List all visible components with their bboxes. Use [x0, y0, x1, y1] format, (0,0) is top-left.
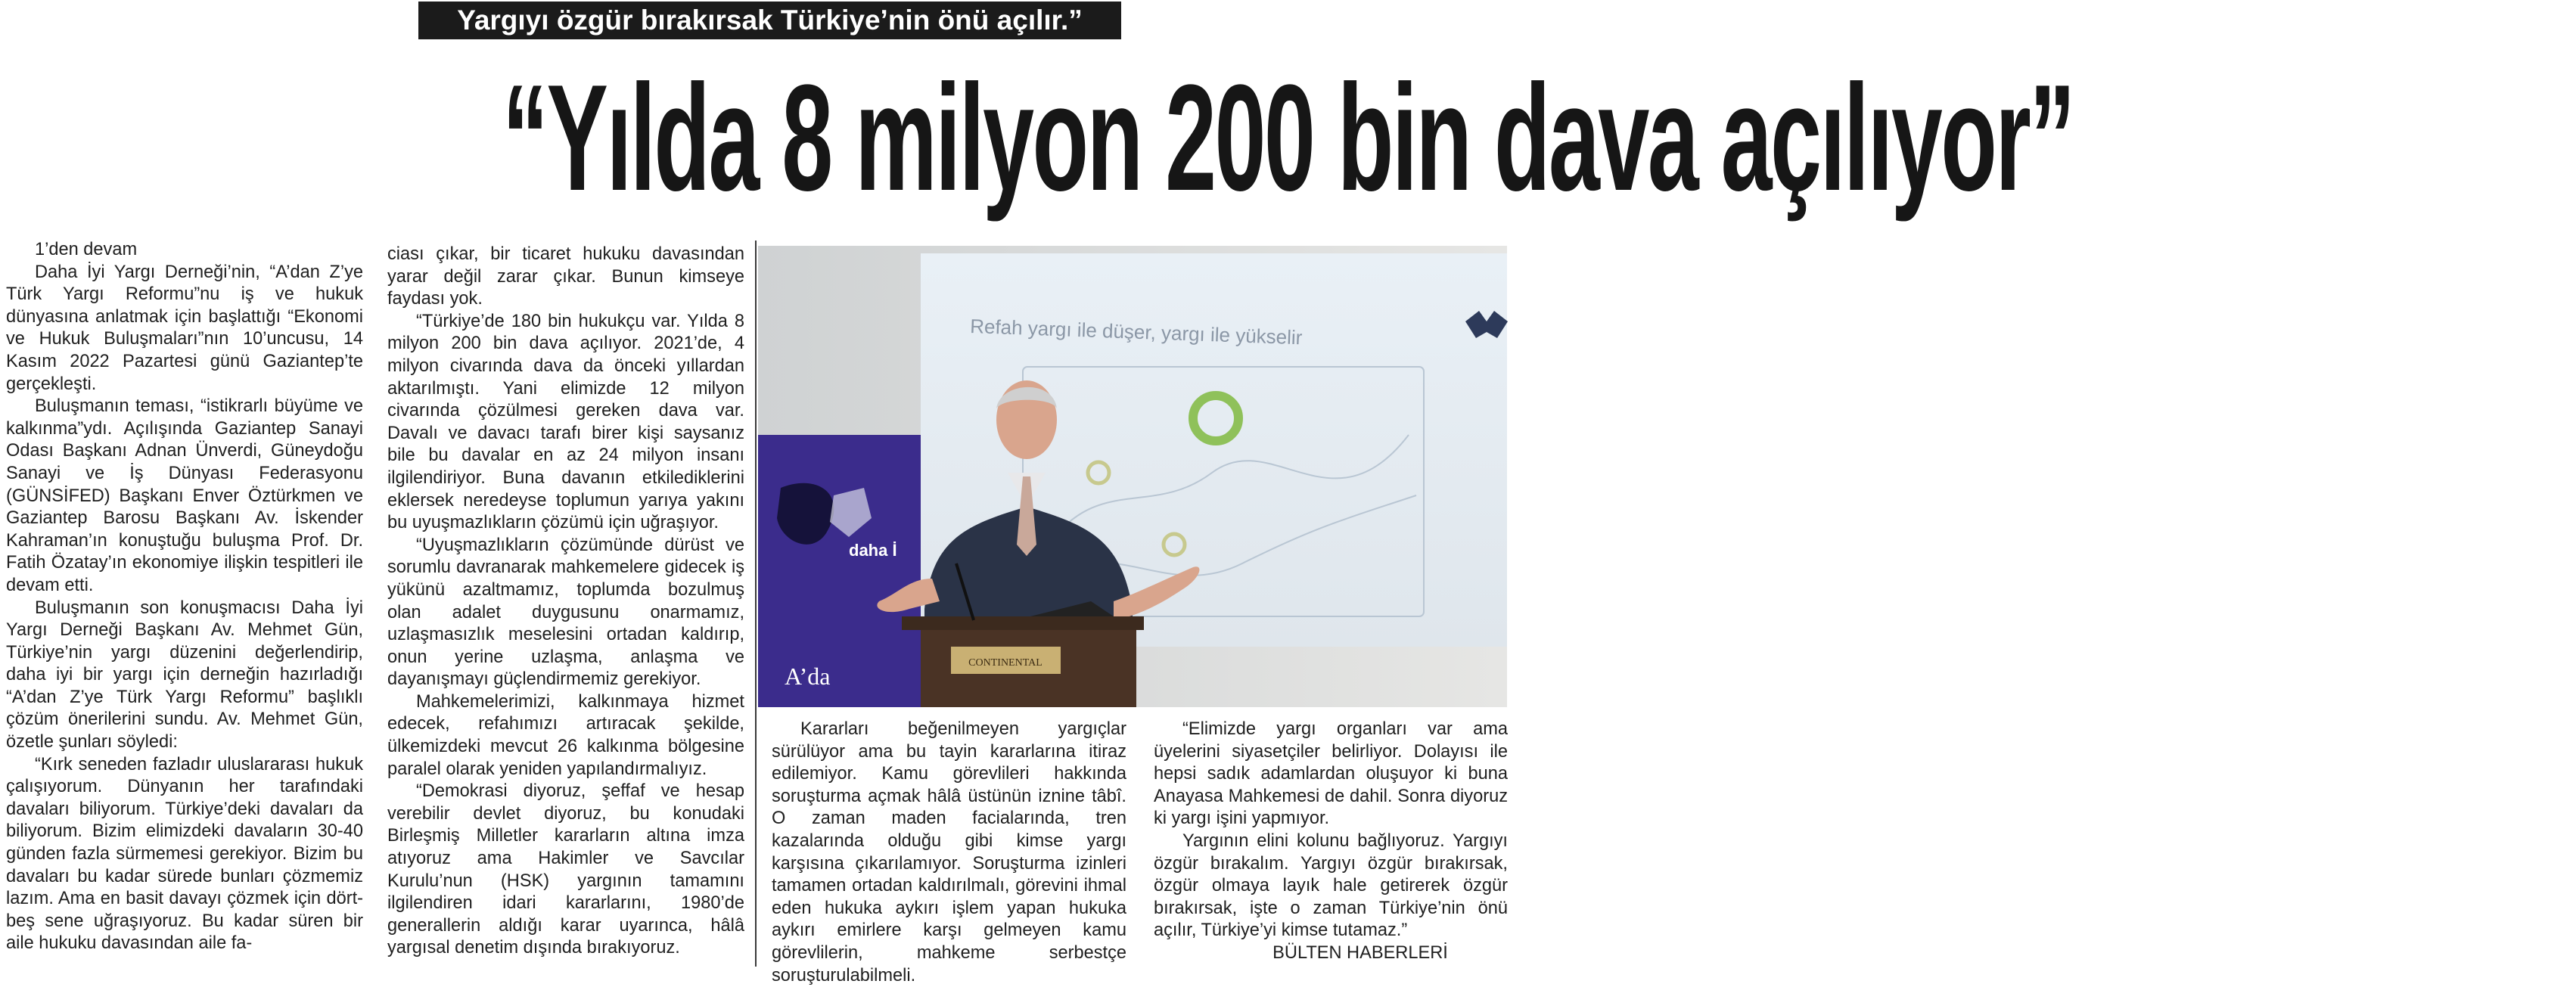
- article-column-4: [1154, 719, 1508, 965]
- speaker-photo-illustration: [758, 246, 1507, 707]
- article-column-1: [6, 239, 363, 955]
- paragraph: Mahkemelerimizi, kalkınmaya hizmet edecek, refahımızı artıracak şekilde, ülkemizdeki mevcut 26 kalkınma bölgesine paralel olarak yeniden yapılandırmalıyız.: [387, 691, 744, 779]
- article-column-2: [387, 244, 744, 960]
- paragraph: Kararları beğenilmeyen yargıçlar sürülüyor ama bu tayin kararlarına itiraz edilemiyor. Kamu görevlileri hakkında soruşturma açmak hâlâ üstünün iznine tâbî. O zaman maden facialarında, tren kazalarında olduğu gibi kimse yargı karşısına çıkarılamıyor. Soruşturma izinleri tamamen ortadan kaldırılmalı, görevini ihmal eden hukuka aykırı işlem yapan hukuka aykırı emirlere karşı gelmeyen kamu görevlilerin, mahkeme serbestçe soruşturulabilmeli.: [772, 719, 1126, 985]
- slide-title: Refah yargı ile düşer, yargı ile yükselir: [969, 315, 1303, 349]
- paragraph: “Uyuşmazlıkların çözümünde dürüst ve sorumlu davranarak mahkemelere gidecek iş yükünü azaltmamız, toplumda bozulmuş olan adalet duygusunu onarmamız, uzlaşmasızlık meselesini ortadan kaldırıp, onun yerine uzlaşma, anlaşma ve dayanışmayı güçlendirmemiz gerekiyor.: [387, 535, 744, 690]
- paragraph: Buluşmanın son konuşmacısı Daha İyi Yargı Derneği Başkanı Av. Mehmet Gün, Türkiye’nin yargı düzenini değerlendirip, daha iyi bir yargı için derneğin hazırladığı “A’dan Z’ye Türk Yargı Reformu” başlıklı çözüm önerilerini sundu. Av. Mehmet Gün, özetle şunları söyledi:: [6, 597, 363, 753]
- headline: [0, 44, 2074, 233]
- banner-text: daha İ: [849, 541, 897, 560]
- paragraph: Daha İyi Yargı Derneği’nin, “A’dan Z’ye Türk Yargı Reformu”nu iş ve hukuk dünyasına anlatmak için başlattığı “Ekonomi ve Hukuk Buluşmaları”nın 10’uncusu, 14 Kasım 2022 Pazartesi günü Gaziantep’te gerçekleşti.: [6, 262, 363, 394]
- paragraph: ciası çıkar, bir ticaret hukuku davasından yarar değil zarar çıkar. Bunun kimseye faydası yok.: [387, 244, 744, 309]
- byline: BÜLTEN HABERLERİ: [1272, 942, 1448, 963]
- podium-top: [902, 616, 1144, 630]
- paragraph: Yargının elini kolunu bağlıyoruz. Yargıyı özgür bırakalım. Yargıyı özgür bırakırsak, özgür olmaya layık hale getirerek özgür bırakırsak, işte o zaman Türkiye’nin önü açılır, Türkiye’yi kimse tutamaz.”: [1154, 830, 1508, 941]
- paragraph: “Elimizde yargı organları var ama üyelerini siyasetçiler belirliyor. Dolayısı ile hepsi sadık adamlardan oluşuyor ki buna Anayasa Mahkemesi de dahil. Sonra diyoruz ki yargı işini yapmıyor.: [1154, 719, 1508, 829]
- event-banner: [758, 435, 921, 707]
- kicker-banner: Yargıyı özgür bırakırsak Türkiye’nin önü açılır.”: [418, 2, 1121, 39]
- podium-label: CONTINENTAL: [968, 657, 1043, 669]
- banner-text-2: A’da: [785, 663, 831, 690]
- paragraph: “Türkiye’de 180 bin hukukçu var. Yılda 8 milyon 200 bin dava açılıyor. 2021’de, 4 milyon civarında dava da önceki yıllardan aktarılmıştı. Yani elimizde 12 milyon civarında çözülmesi gereken dava var. Davalı ve davacı tarafı birer kişi saysanız bile bu davalar en az 24 milyon insanı ilgilendiriyor. Buna davanın etkilediklerini eklersek neredeyse toplumun yarıya yakını bu uyuşmazlıkların çözümü için uğraşıyor.: [387, 311, 744, 533]
- column-rule: [755, 241, 757, 967]
- headline-text: “Yılda 8 milyon 200 bin dava açılıyor”: [502, 54, 2074, 222]
- article-column-3: [772, 719, 1126, 987]
- continued-note: 1’den devam: [35, 240, 138, 259]
- paragraph: “Kırk seneden fazladır uluslararası hukuk çalışıyorum. Dünyanın her tarafındaki davaları biliyorum. Türkiye’deki davaları da biliyorum. Bizim elimizdeki davaların 30-40 günden fazla sürmemesi gerekiyor. Bizim bu davaları bu kadar sürede bunları çözmemiz lazım. Ama en basit davayı çözmek için dört-beş sene uğraşıyoruz. Bu kadar süren bir aile hukuku davasından aile fa-: [6, 754, 363, 954]
- paragraph: “Demokrasi diyoruz, şeffaf ve hesap verebilir devlet diyoruz, bu konudaki Birleşmiş Milletler kararların altına imza atıyoruz ama Hakimler ve Savcılar Kurulu’nun (HSK) yargının tamamını ilgilendiren idari kararlarını, 1980’de generallerin aldığı karar uyarınca, hâlâ yargısal denetim dışında bırakıyoruz.: [387, 781, 744, 958]
- speaker-photo: [758, 246, 1507, 707]
- paragraph: Buluşmanın teması, “istikrarlı büyüme ve kalkınma”ydı. Açılışında Gaziantep Sanayi Odası Başkanı Adnan Ünverdi, Güneydoğu Sanayi ve İş Dünyası Federasyonu (GÜNSİFED) Başkanı Enver Öztürkmen ve Gaziantep Barosu Başkanı Av. İskender Kahraman’ın konuştuğu buluşma Prof. Dr. Fatih Özatay’ın ekonomiye ilişkin tespitleri ile devam etti.: [6, 396, 363, 595]
